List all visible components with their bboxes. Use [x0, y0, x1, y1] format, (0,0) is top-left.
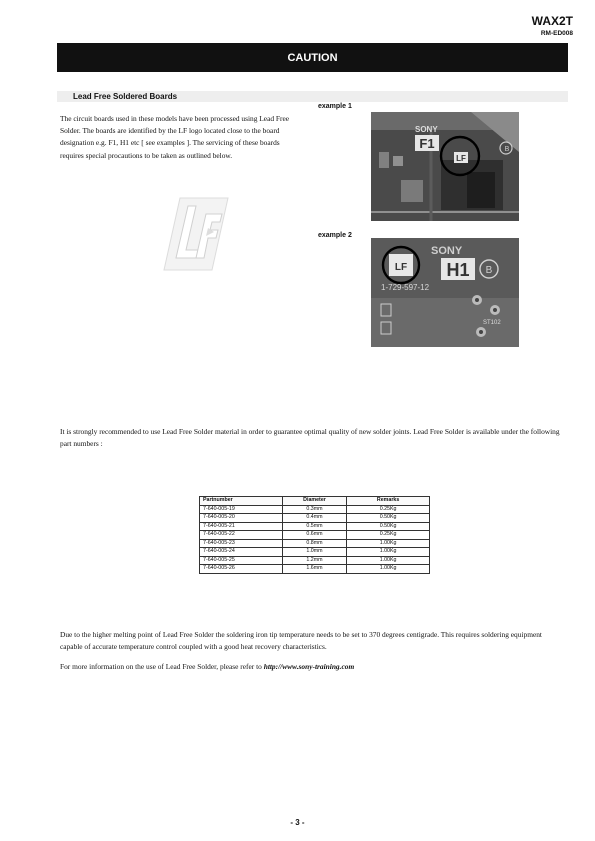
table-row: [200, 565, 430, 574]
section-title: Lead Free Soldered Boards: [73, 92, 178, 101]
recommendation-paragraph: It is strongly recommended to use Lead Free Solder material in order to guarantee optimal quality of new solder joints. Lead Free Solder is available under the following part numbers :: [60, 427, 560, 449]
example-1-label: example 1: [318, 103, 352, 110]
example-1-photo: [371, 112, 519, 221]
cell-diameter: 1.2mm: [282, 556, 346, 565]
example-2-label: example 2: [318, 232, 352, 239]
page-number: - 3 -: [290, 818, 305, 827]
cell-partnumber: 7-640-005-20: [200, 514, 283, 523]
caution-title: CAUTION: [287, 51, 338, 64]
svg-text:B: B: [485, 265, 493, 276]
svg-text:LF: LF: [394, 262, 408, 273]
intro-paragraph: The circuit boards used in these models have been processed using Lead Free Solder. The boards are identified by the LF logo located close to the board designation e.g. F1, H1 etc [ see examples ]. The servicing of these boards requires special procautions to be taken as outlined below.: [60, 114, 290, 160]
column-header-remarks: Remarks: [347, 497, 430, 506]
model-number: WAX2T: [531, 14, 573, 28]
example-2-tag: ST102: [483, 320, 501, 326]
cell-remarks: 0.50Kg: [347, 514, 430, 523]
column-header-diameter: Diameter: [282, 497, 346, 506]
column-header-partnumber: Partnumber: [200, 497, 283, 506]
cell-diameter: 0.3mm: [282, 505, 346, 514]
example-2-brand: SONY: [431, 245, 463, 257]
table-row: [200, 522, 430, 531]
cell-remarks: 0.25Kg: [347, 505, 430, 514]
cell-diameter: 0.4mm: [282, 514, 346, 523]
table-row: [200, 556, 430, 565]
cell-partnumber: 7-640-005-21: [200, 522, 283, 531]
example-2-code: 1-729-597-12: [381, 283, 430, 292]
cell-remarks: 1.00Kg: [347, 565, 430, 574]
table-row: [200, 539, 430, 548]
cell-remarks: 1.00Kg: [347, 548, 430, 557]
more-info-paragraph: [60, 661, 560, 673]
caution-banner: [57, 43, 568, 72]
cell-partnumber: 7-640-005-24: [200, 548, 283, 557]
table-row: [200, 514, 430, 523]
melting-point-paragraph: Due to the higher melting point of Lead Free Solder the soldering iron tip temperature needs to be set to 370 degrees centigrade. This requires soldering equipment capable of accurate temperature control coupled with a good heat recovery characteristics.: [60, 630, 542, 652]
cell-partnumber: 7-640-005-26: [200, 565, 283, 574]
table-row: [200, 505, 430, 514]
solder-parts-table: [199, 496, 430, 574]
lf-logo-icon: [150, 192, 230, 277]
table-header-row: [200, 497, 430, 506]
example-2-photo: [371, 238, 519, 347]
cell-remarks: 1.00Kg: [347, 539, 430, 548]
cell-partnumber: 7-640-005-19: [200, 505, 283, 514]
cell-partnumber: 7-640-005-22: [200, 531, 283, 540]
svg-text:B: B: [504, 146, 510, 153]
document-code: RM-ED008: [540, 30, 573, 37]
cell-diameter: 0.8mm: [282, 539, 346, 548]
svg-text:LF: LF: [456, 154, 466, 163]
cell-partnumber: 7-640-005-25: [200, 556, 283, 565]
training-website-link[interactable]: http://www.sony-training.com: [263, 662, 355, 671]
cell-remarks: 1.00Kg: [347, 556, 430, 565]
cell-diameter: 0.6mm: [282, 531, 346, 540]
cell-diameter: 0.5mm: [282, 522, 346, 531]
cell-diameter: 1.6mm: [282, 565, 346, 574]
table-row: [200, 531, 430, 540]
table-row: [200, 548, 430, 557]
cell-remarks: 0.25Kg: [347, 531, 430, 540]
more-info-text: For more information on the use of Lead Free Solder, please refer to: [60, 662, 262, 671]
cell-partnumber: 7-640-005-23: [200, 539, 283, 548]
cell-diameter: 1.0mm: [282, 548, 346, 557]
cell-remarks: 0.50Kg: [347, 522, 430, 531]
example-1-brand: SONY: [415, 125, 438, 134]
example-1-board: F1: [419, 136, 435, 151]
example-2-board: H1: [446, 260, 470, 280]
